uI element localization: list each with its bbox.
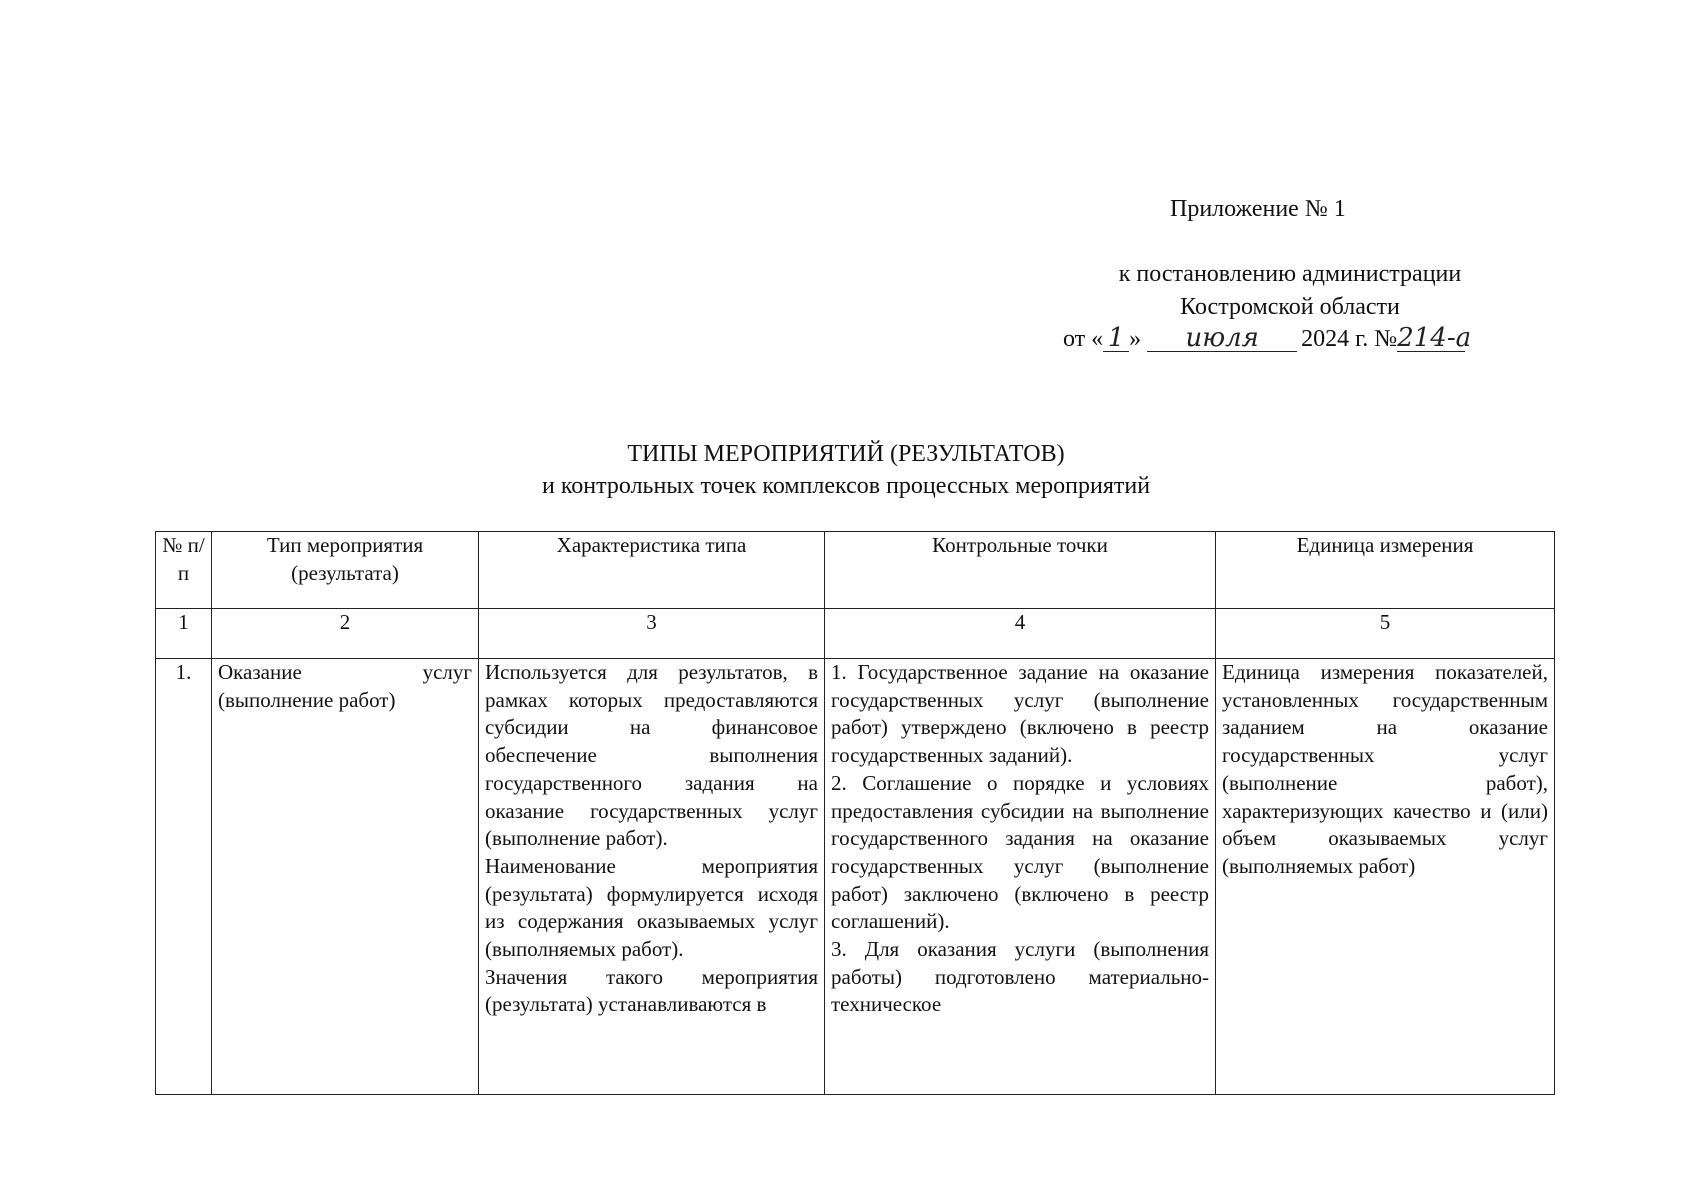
row-characteristic [479,659,825,1095]
checkpoint-item: 1. Государственное задание на оказание государственных услуг (выполнение работ) утверждено (включено в реестр государственных заданий). [831,660,1209,768]
handwritten-month: июля [1147,325,1297,352]
characteristic-paragraph: Значения такого мероприятия (результата) устанавливаются в [485,964,818,1017]
header-cell-unit: Единица измерения [1216,532,1555,609]
title-line-1: ТИПЫ МЕРОПРИЯТИЙ (РЕЗУЛЬТАТОВ) [627,441,1065,467]
characteristic-paragraph: Наименование мероприятия (результата) формулируется исходя из содержания оказываемых услуг (выполняемых работ). [485,853,818,962]
table-header-row [156,532,1555,609]
decree-reference [1040,258,1540,324]
date-year: 2024 г. № [1301,326,1398,352]
decree-line-1: к постановлению администрации [1118,261,1462,287]
checkpoint-item: 2. Соглашение о порядке и условиях предоставления субсидии на выполнение государственного задания на оказание государственных услуг (выполнение работ) заключено (включено в реестр соглашений). [831,770,1209,934]
title-line-2: и контрольных точек комплексов процессных мероприятий [541,473,1151,499]
column-number: 5 [1216,609,1555,659]
unit-text: Единица измерения показателей, установленных государственным заданием на оказание государственных услуг (выполнение работ), характеризующих качество и (или) объем оказываемых услуг (выполняемых работ) [1222,660,1548,878]
date-prefix: от « [1063,326,1104,352]
header-cell-number: № п/п [156,532,212,609]
table-row [156,659,1555,1095]
row-type [212,659,479,1095]
column-number: 3 [479,609,825,659]
header-cell-type: Тип мероприятия (результата) [212,532,479,609]
document-title [0,438,1692,502]
row-checkpoints [825,659,1216,1095]
decree-date-line [1063,323,1472,353]
header-cell-characteristic: Характеристика типа [479,532,825,609]
row-number: 1. [156,659,212,1095]
column-number-row [156,609,1555,659]
decree-line-2: Костромской области [1180,294,1400,320]
header-cell-checkpoints: Контрольные точки [825,532,1216,609]
appendix-title: Приложение № 1 [1170,196,1346,222]
column-number: 2 [212,609,479,659]
date-mid: » [1129,326,1142,352]
characteristic-paragraph: Используется для результатов, в рамках которых предоставляются субсидии на финансовое обеспечение выполнения государственного задания на оказание государственных услуг (выполнение работ). [485,660,818,851]
handwritten-day: 1 [1103,325,1129,352]
checkpoint-item: 3. Для оказания услуги (выполнения работы) подготовлено материально-техническое [831,937,1209,1017]
handwritten-number: 214-а [1397,323,1472,353]
type-text: Оказание услуг (выполнение работ) [218,660,472,712]
column-number: 4 [825,609,1216,659]
types-table [155,531,1555,1095]
column-number: 1 [156,609,212,659]
row-unit [1216,659,1555,1095]
